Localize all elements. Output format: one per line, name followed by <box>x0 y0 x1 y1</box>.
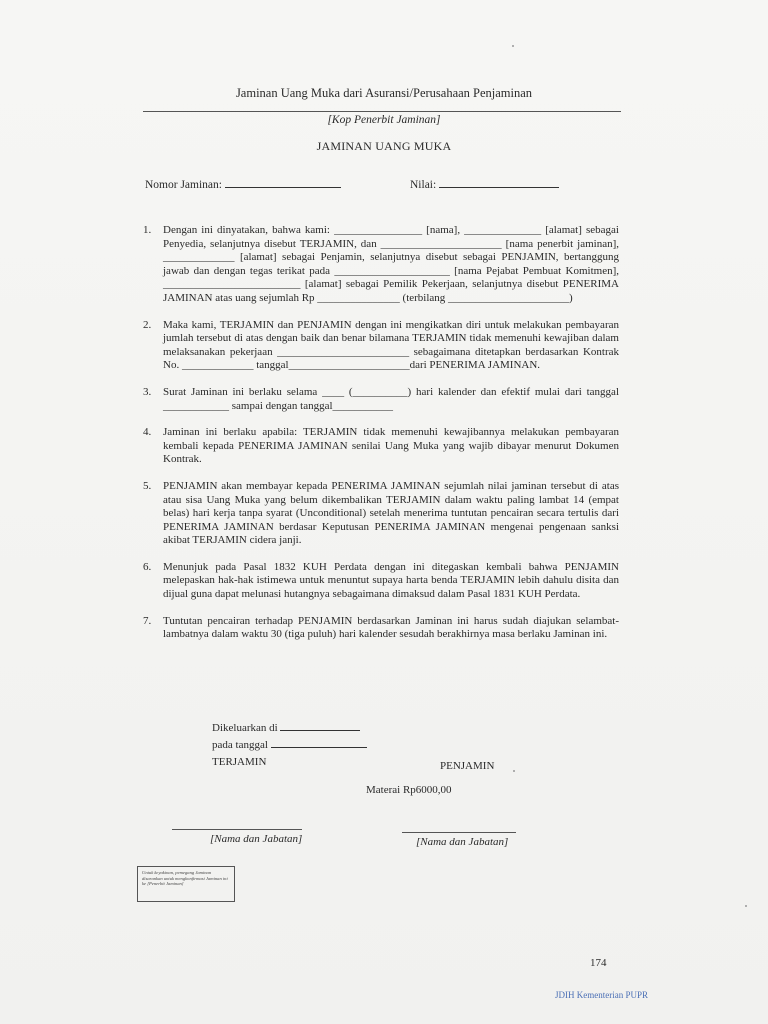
clause-text: Jaminan ini berlaku apabila: TERJAMIN tidak memenuhi kewajibannya melakukan pembayaran kembali kepada PENERIMA JAMINAN senilai Uang Muka yang wajib dibayar menurut Dokumen Kontrak. <box>163 426 619 466</box>
dikeluarkan-row <box>212 719 367 736</box>
clause-number: 7. <box>143 614 152 627</box>
dikeluarkan-blank <box>280 719 360 731</box>
nomor-jaminan <box>145 176 341 191</box>
clause-text: Maka kami, TERJAMIN dan PENJAMIN dengan ini mengikatkan diri untuk melakukan pembayaran jumlah tersebut di atas dengan baik dan benar bilamana TERJAMIN tidak memenuhi kewajiban dalam melaksanakan pekerjaan ________________________ sebagaimana ditetapkan berdasarkan Kontrak No. _____________ tanggal______________________dari PENERIMA JAMINAN. <box>163 318 619 372</box>
signature-line-right <box>402 832 516 833</box>
clause-3 <box>143 386 619 413</box>
footer-watermark: JDIH Kementerian PUPR <box>555 990 648 1000</box>
nilai-label: Nilai: <box>410 179 437 191</box>
clause-text: Menunjuk pada Pasal 1832 KUH Perdata dengan ini ditegaskan kembali bahwa PENJAMIN melepaskan hak-hak istimewa untuk menuntut supaya harta benda TERJAMIN lebih dahulu disita dan dijual guna dapat melunasi hutangnya sebagaimana dimaksud dalam Pasal 1831 KUH Perdata. <box>163 560 619 601</box>
tanggal-row <box>212 736 367 753</box>
kop-placeholder: [Kop Penerbit Jaminan] <box>327 114 441 126</box>
materai-label: Materai Rp6000,00 <box>366 784 452 796</box>
dikeluarkan-label: Dikeluarkan di <box>212 722 278 734</box>
document-title: Jaminan Uang Muka dari Asuransi/Perusahaan Penjaminan <box>235 86 533 100</box>
issue-block <box>212 719 367 753</box>
clause-1 <box>143 224 619 306</box>
main-title: JAMINAN UANG MUKA <box>316 139 452 153</box>
clause-number: 5. <box>143 479 152 492</box>
signature-name-left: [Nama dan Jabatan] <box>210 833 303 845</box>
clause-number: 2. <box>143 318 152 331</box>
clause-text: PENJAMIN akan membayar kepada PENERIMA JAMINAN sejumlah nilai jaminan tersebut di atas atau sisa Uang Muka yang belum dikembalikan TERJAMIN dalam waktu paling lambat 14 (empat belas) hari kerja tanpa syarat (Unconditional) setelah menerima tuntutan pencairan secara tertulis dari PENERIMA JAMINAN berdasar Keputusan PENERIMA JAMINAN mengenai pengenaan sanksi akibat TERJAMIN cidera janji. <box>163 479 619 547</box>
clause-4 <box>143 426 619 467</box>
clause-text: Tuntutan pencairan terhadap PENJAMIN berdasarkan Jaminan ini harus sudah diajukan selambat-lambatnya dalam waktu 30 (tiga puluh) hari kalender sesudah berakhirnya masa berlaku Jaminan ini. <box>163 614 619 641</box>
clause-2 <box>143 319 619 373</box>
scan-speck <box>745 905 747 907</box>
confirmation-note: Untuk keyakinan, pemegang Jaminan disarankan untuk mengkonfirmasi Jaminan ini ke [Penerbit Jaminan] <box>137 866 235 902</box>
terjamin-label: TERJAMIN <box>212 756 267 768</box>
clause-number: 6. <box>143 560 152 573</box>
scan-speck <box>513 770 515 772</box>
nomor-label: Nomor Jaminan: <box>145 179 222 191</box>
scan-speck <box>512 45 514 47</box>
clause-5 <box>143 480 619 548</box>
kop-divider <box>143 111 621 112</box>
clause-number: 4. <box>143 426 152 439</box>
signature-name-right: [Nama dan Jabatan] <box>416 836 509 848</box>
clause-text: Surat Jaminan ini berlaku selama ____ (__________) hari kalender dan efektif mulai dari tanggal ____________ sampai dengan tanggal___________ <box>163 385 619 412</box>
nomor-blank <box>225 176 341 188</box>
clause-number: 3. <box>143 385 152 398</box>
clause-list <box>143 224 619 655</box>
penjamin-label: PENJAMIN <box>440 760 495 772</box>
signature-line-left <box>172 829 302 830</box>
clause-text: Dengan ini dinyatakan, bahwa kami: ________________ [nama], ______________ [alamat] sebagai Penyedia, selanjutnya disebut TERJAMIN, dan ______________________ [nama penerbit jaminan], _____________ [alamat] sebagai Penjamin, selanjutnya disebut sebagai PENJAMIN, bertanggung jawab dan dengan tegas terikat pada _____________________ [nama Pejabat Pembuat Komitmen], _________________________ [alamat] sebagai Pemilik Pekerjaan, selanjutnya disebut PENERIMA JAMINAN atas uang sejumlah Rp _______________ (terbilang ______________________) <box>163 224 619 304</box>
clause-7 <box>143 615 619 642</box>
clause-number: 1. <box>143 224 152 236</box>
clause-6 <box>143 561 619 602</box>
nilai-jaminan <box>410 176 559 191</box>
nilai-blank <box>439 176 559 188</box>
pada-tanggal-label: pada tanggal <box>212 739 268 751</box>
page-number: 174 <box>590 957 607 969</box>
tanggal-blank <box>271 736 367 748</box>
